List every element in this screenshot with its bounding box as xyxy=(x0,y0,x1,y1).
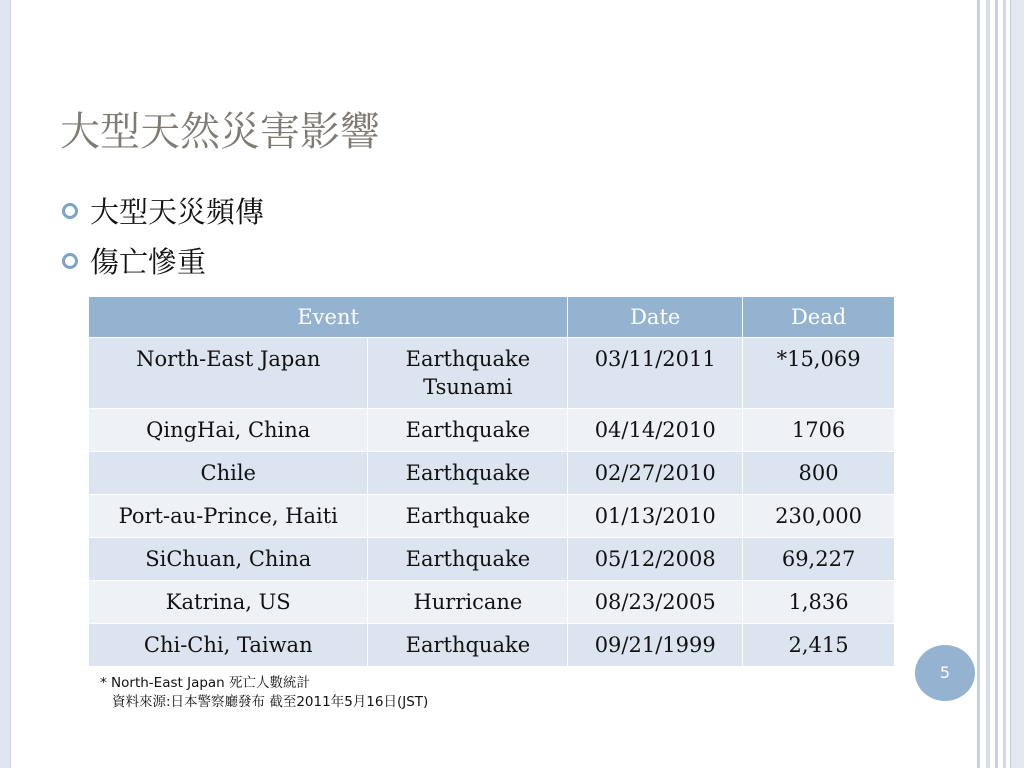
footnote-line: * North-East Japan 死亡人數統計 xyxy=(100,675,311,691)
table-row xyxy=(89,581,895,624)
cell-date: 04/14/2010 xyxy=(568,409,743,452)
cell-type xyxy=(368,338,568,409)
cell-place: Port-au-Prince, Haiti xyxy=(89,495,368,538)
cell-type: Earthquake xyxy=(368,452,568,495)
cell-place: North-East Japan xyxy=(89,338,368,409)
footnote xyxy=(100,674,428,712)
cell-type-line: Earthquake xyxy=(405,347,531,371)
right-decorative-stripe xyxy=(1003,0,1006,768)
bullet-item xyxy=(62,190,264,231)
bullet-item xyxy=(62,240,206,281)
cell-dead: 69,227 xyxy=(743,538,895,581)
right-decorative-stripe xyxy=(986,0,990,768)
table-row xyxy=(89,338,895,409)
cell-type: Earthquake xyxy=(368,538,568,581)
header-dead: Dead xyxy=(743,297,895,338)
cell-type: Earthquake xyxy=(368,624,568,667)
bullet-ring-icon xyxy=(62,203,78,219)
page-number-badge: 5 xyxy=(915,645,975,701)
cell-dead: 2,415 xyxy=(743,624,895,667)
right-decorative-stripe xyxy=(977,0,980,768)
footnote-source: 資料來源:日本警察廳發布 截至2011年5月16日(JST) xyxy=(112,694,429,710)
cell-place: QingHai, China xyxy=(89,409,368,452)
bullet-text: 大型天災頻傳 xyxy=(90,195,265,229)
cell-dead: 230,000 xyxy=(743,495,895,538)
table-header-row xyxy=(89,297,895,338)
cell-place: Chile xyxy=(89,452,368,495)
cell-date: 02/27/2010 xyxy=(568,452,743,495)
cell-dead: 1,836 xyxy=(743,581,895,624)
right-decorative-stripe xyxy=(995,0,998,768)
cell-type-line: Tsunami xyxy=(423,375,513,399)
cell-dead: 1706 xyxy=(743,409,895,452)
cell-type: Hurricane xyxy=(368,581,568,624)
left-decorative-stripe xyxy=(0,0,11,768)
cell-dead: 800 xyxy=(743,452,895,495)
cell-place: Chi-Chi, Taiwan xyxy=(89,624,368,667)
cell-date: 03/11/2011 xyxy=(568,338,743,409)
cell-place: SiChuan, China xyxy=(89,538,368,581)
header-event: Event xyxy=(89,297,568,338)
bullet-text: 傷亡慘重 xyxy=(90,245,207,279)
cell-place: Katrina, US xyxy=(89,581,368,624)
table-row xyxy=(89,624,895,667)
cell-type: Earthquake xyxy=(368,409,568,452)
cell-date: 05/12/2008 xyxy=(568,538,743,581)
cell-date: 08/23/2005 xyxy=(568,581,743,624)
cell-date: 01/13/2010 xyxy=(568,495,743,538)
cell-dead: *15,069 xyxy=(743,338,895,409)
right-decorative-stripe xyxy=(1010,0,1024,768)
cell-type: Earthquake xyxy=(368,495,568,538)
slide-title: 大型天然災害影響 xyxy=(60,109,380,155)
table-row xyxy=(89,452,895,495)
table-row xyxy=(89,409,895,452)
disaster-table xyxy=(88,296,895,667)
cell-date: 09/21/1999 xyxy=(568,624,743,667)
table-row xyxy=(89,538,895,581)
table-row xyxy=(89,495,895,538)
bullet-ring-icon xyxy=(62,253,78,269)
header-date: Date xyxy=(568,297,743,338)
